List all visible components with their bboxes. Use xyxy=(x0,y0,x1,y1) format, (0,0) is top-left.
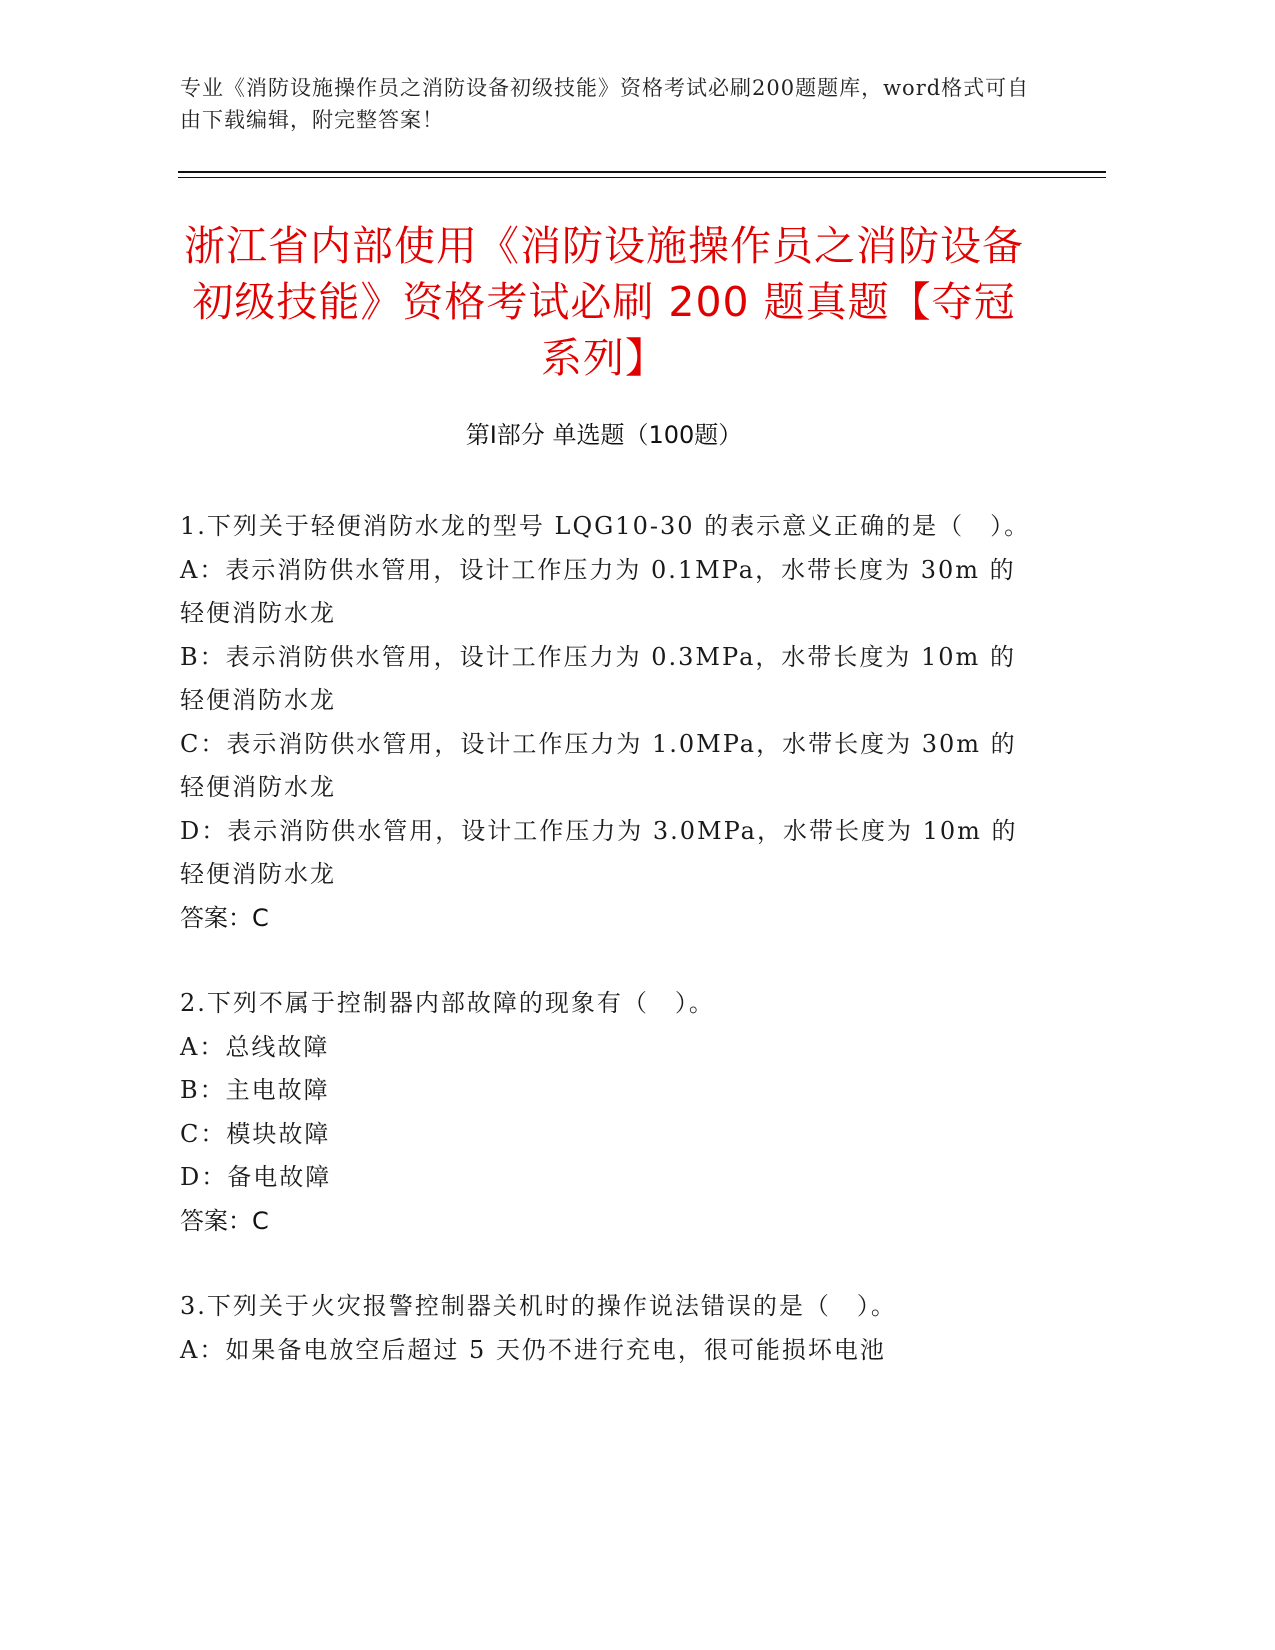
header-note: 专业《消防设施操作员之消防设备初级技能》资格考试必刷200题题库，word格式可自由下载编辑，附完整答案！ xyxy=(180,76,1030,132)
option-c: C：表示消防供水管用，设计工作压力为 1.0MPa，水带长度为 30m 的轻便消防水龙 xyxy=(180,729,1017,801)
option-a: A：总线故障 xyxy=(180,1032,330,1061)
option-c: C：模块故障 xyxy=(180,1119,331,1148)
question-list xyxy=(180,505,1040,1414)
answer: 答案：C xyxy=(180,1206,269,1235)
header-divider-thick xyxy=(178,171,1106,173)
option-b: B：表示消防供水管用，设计工作压力为 0.3MPa，水带长度为 10m 的轻便消防水龙 xyxy=(180,642,1016,714)
question-3 xyxy=(180,1285,1040,1372)
option-a: A：表示消防供水管用，设计工作压力为 0.1MPa，水带长度为 30m 的轻便消防水龙 xyxy=(180,555,1016,627)
document-title: 浙江省内部使用《消防设施操作员之消防设备初级技能》资格考试必刷 200 题真题【夺冠系列】 xyxy=(184,222,1024,382)
option-d: D：备电故障 xyxy=(180,1163,332,1191)
header-divider-thin xyxy=(178,177,1106,178)
section-title: 第Ⅰ部分 单选题（100题） xyxy=(465,421,743,449)
question-stem: 2.下列不属于控制器内部故障的现象有（ ）。 xyxy=(180,989,715,1017)
option-d: D：表示消防供水管用，设计工作压力为 3.0MPa，水带长度为 10m 的轻便消防水龙 xyxy=(180,816,1018,888)
question-2 xyxy=(180,982,1040,1243)
option-b: B：主电故障 xyxy=(180,1076,330,1104)
question-stem: 1.下列关于轻便消防水龙的型号 LQG10-30 的表示意义正确的是（ ）。 xyxy=(180,512,1031,540)
question-1 xyxy=(180,505,1040,940)
option-a: A：如果备电放空后超过 5 天仍不进行充电，很可能损坏电池 xyxy=(180,1335,886,1364)
answer: 答案：C xyxy=(180,903,269,932)
question-stem: 3.下列关于火灾报警控制器关机时的操作说法错误的是（ ）。 xyxy=(180,1292,897,1320)
